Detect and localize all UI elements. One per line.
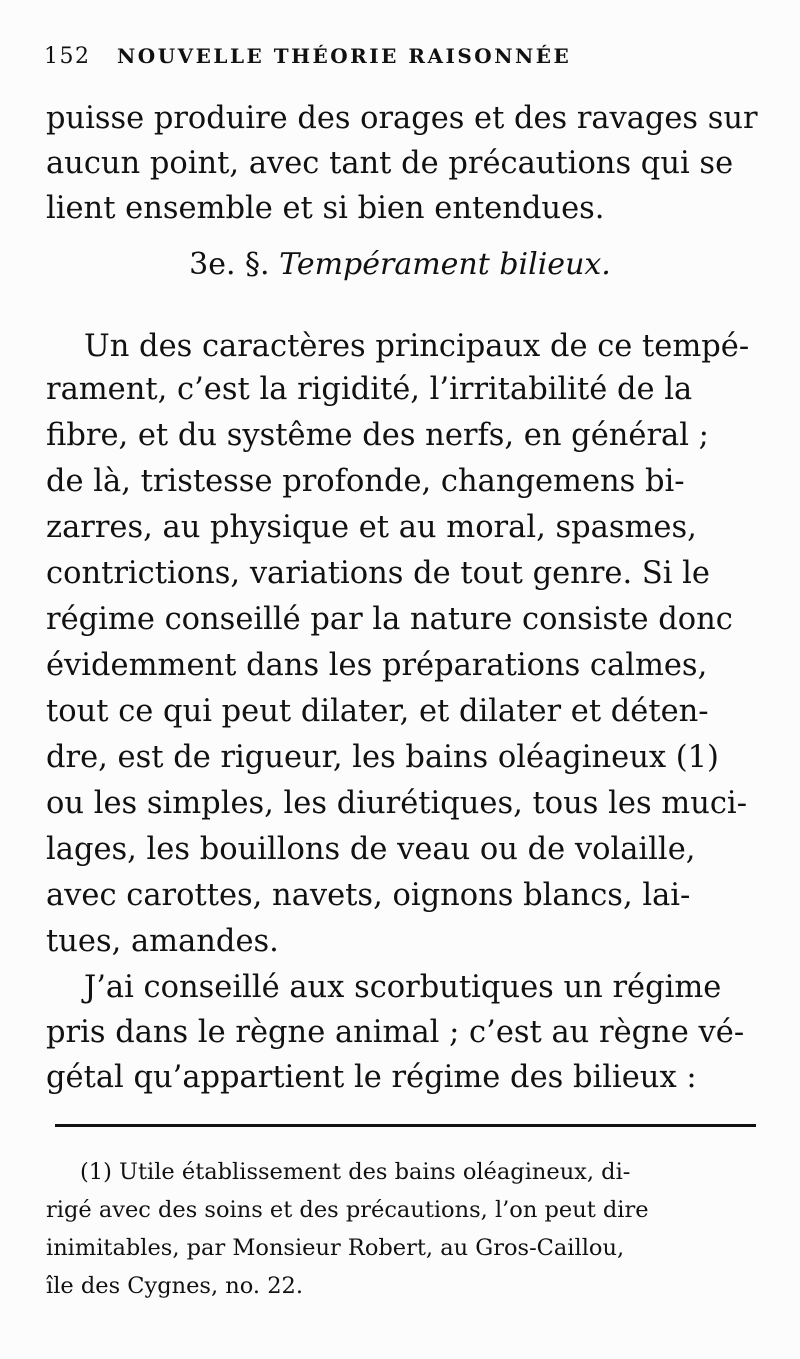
text-line: pris dans le règne animal ; c’est au règne vé- <box>46 1015 745 1050</box>
text-line: contrictions, variations de tout genre. Si le <box>46 556 710 591</box>
text-line: aucun point, avec tant de précautions qui se <box>46 146 734 181</box>
footnote-line: inimitables, par Monsieur Robert, au Gros-Caillou, <box>46 1235 625 1261</box>
section-label: Tempérament bilieux. <box>279 247 611 282</box>
running-title: NOUVELLE THÉORIE RAISONNÉE <box>117 44 572 68</box>
text-line: gétal qu’appartient le régime des bilieux : <box>46 1060 697 1095</box>
text-line: lient ensemble et si bien entendues. <box>46 191 605 226</box>
text-line: évidemment dans les préparations calmes, <box>46 648 708 683</box>
footnote-line: rigé avec des soins et des précautions, l’on peut dire <box>46 1197 649 1223</box>
paragraph-first-line: Un des caractères principaux de ce tempé- <box>84 329 750 364</box>
footnote-rule <box>55 1124 756 1127</box>
text-line: rament, c’est la rigidité, l’irritabilité de la <box>46 372 693 407</box>
section-heading <box>0 247 800 282</box>
text-line: régime conseillé par la nature consiste donc <box>46 602 733 637</box>
text-line: tout ce qui peut dilater, et dilater et déten- <box>46 694 709 729</box>
text-line: avec carottes, navets, oignons blancs, lai- <box>46 878 691 913</box>
text-line: fibre, et du systême des nerfs, en général ; <box>46 418 709 453</box>
footnote-line: (1) Utile établissement des bains oléagineux, di- <box>80 1159 631 1185</box>
running-head <box>44 44 744 69</box>
text-line: de là, tristesse profonde, changemens bi- <box>46 464 685 499</box>
section-number: 3e. §. <box>189 247 270 282</box>
text-line: dre, est de rigueur, les bains oléagineux (1) <box>46 740 719 775</box>
text-line: ou les simples, les diurétiques, tous les muci- <box>46 786 747 821</box>
text-line: tues, amandes. <box>46 924 279 959</box>
paragraph-first-line: J’ai conseillé aux scorbutiques un régime <box>84 970 722 1005</box>
footnote-line: île des Cygnes, no. 22. <box>46 1273 303 1299</box>
page-number: 152 <box>44 44 91 69</box>
text-line: lages, les bouillons de veau ou de volaille, <box>46 832 696 867</box>
text-line: puisse produire des orages et des ravages sur <box>46 101 758 136</box>
text-line: zarres, au physique et au moral, spasmes, <box>46 510 697 545</box>
